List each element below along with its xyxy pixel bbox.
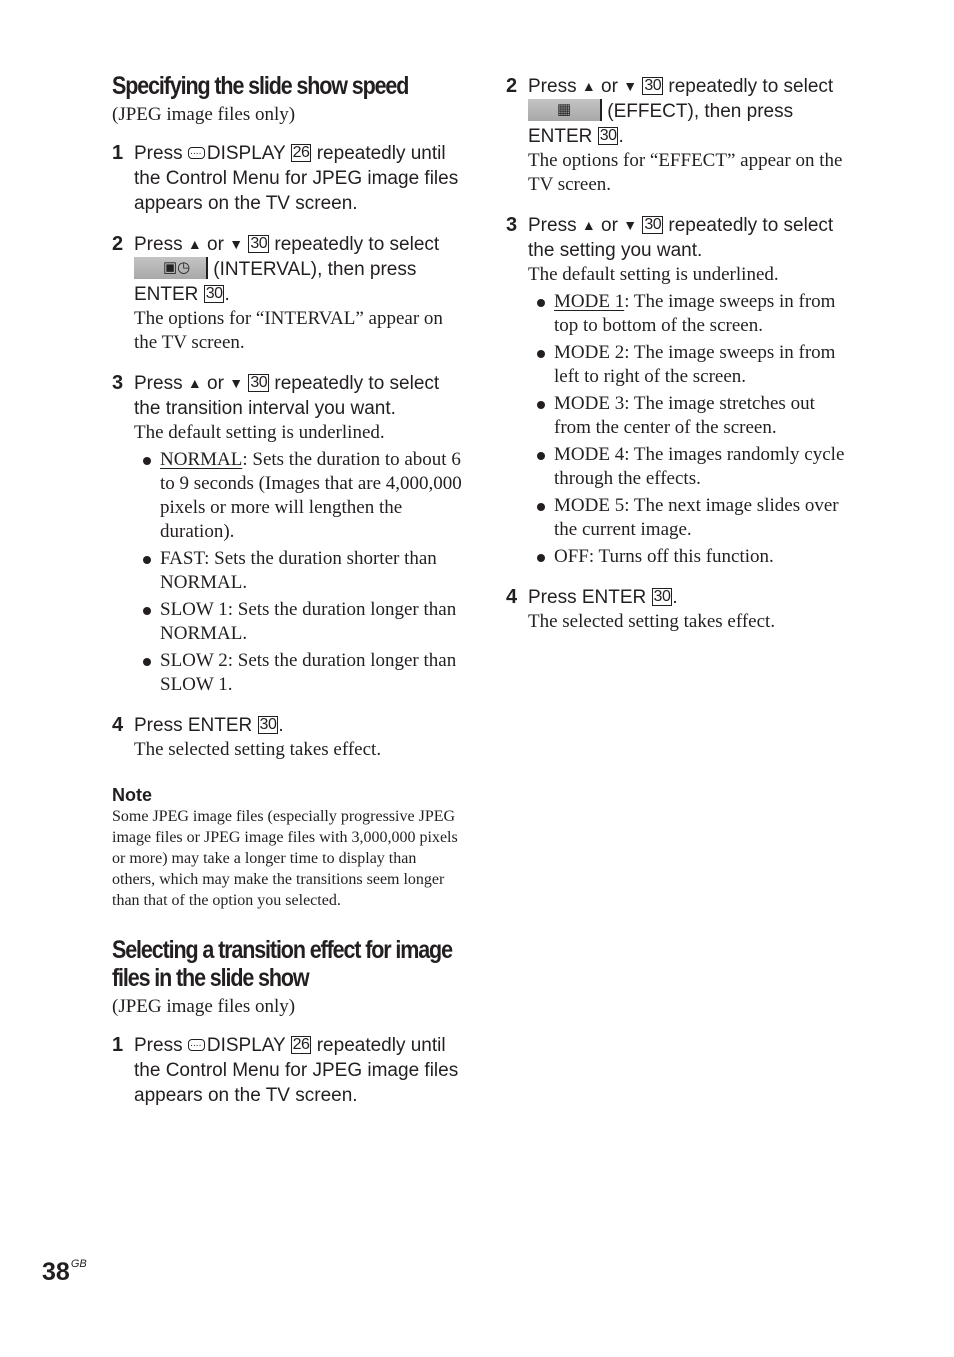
callout-number: 30 — [653, 588, 671, 605]
callout-number: 26 — [292, 144, 310, 161]
callout-number: 30 — [259, 716, 277, 733]
step-number: 1 — [112, 1034, 124, 1056]
display-button-icon — [188, 147, 205, 159]
step-3 — [506, 213, 846, 569]
step-description: The default setting is underlined. — [528, 264, 779, 285]
step-2 — [506, 74, 846, 197]
step-number: 1 — [112, 142, 124, 164]
callout-number: 26 — [292, 1036, 310, 1053]
step-number: 2 — [112, 233, 124, 255]
up-arrow-icon: ▲ — [187, 236, 202, 252]
step-instruction: Press ▲ or ▼ 30 repeatedly to select ▦ (EFFECT), then press ENTER 30 . — [528, 76, 834, 147]
option-list — [134, 448, 462, 697]
option-list — [528, 290, 846, 569]
step-description: The options for “EFFECT” appear on the TV screen. — [528, 150, 843, 195]
callout-number: 30 — [205, 285, 223, 302]
down-arrow-icon: ▼ — [623, 78, 638, 94]
note-body: Some JPEG image files (especially progressive JPEG image files or JPEG image files with 3,000,000 pixels or more) may take a longer time to display than others, which may make the transitions seem longer than that of the option you selected. — [112, 808, 458, 909]
list-item: NORMAL: Sets the duration to about 6 to 9 seconds (Images that are 4,000,000 pixels or more will lengthen the duration). — [134, 448, 462, 544]
callout-number: 30 — [599, 127, 617, 144]
step-description: The options for “INTERVAL” appear on the TV screen. — [134, 308, 443, 353]
step-3 — [112, 371, 462, 697]
down-arrow-icon: ▼ — [229, 375, 244, 391]
up-arrow-icon: ▲ — [187, 375, 202, 391]
step-4 — [112, 713, 462, 762]
right-column — [506, 58, 846, 634]
step-number: 3 — [506, 214, 518, 236]
callout-number: 30 — [250, 374, 268, 391]
step-instruction: Press ▲ or ▼ 30 repeatedly to select the transition interval you want. — [134, 373, 440, 419]
step-1 — [112, 1033, 462, 1108]
callout-number: 30 — [644, 216, 662, 233]
up-arrow-icon: ▲ — [581, 217, 596, 233]
step-number: 3 — [112, 372, 124, 394]
section-heading-slide-speed: Specifying the slide show speed — [112, 72, 409, 100]
region-code: GB — [70, 1258, 87, 1270]
step-description: The default setting is underlined. — [134, 422, 385, 443]
step-description: The selected setting takes effect. — [528, 611, 776, 632]
step-4 — [506, 585, 846, 634]
page-number: $38^{GB}$ — [42, 1258, 87, 1286]
step-number: 4 — [112, 714, 124, 736]
step-number: 4 — [506, 586, 518, 608]
step-instruction: Press ▲ or ▼ 30 repeatedly to select ▣◷ (INTERVAL), then press ENTER 30 . — [134, 234, 440, 305]
callout-number: 30 — [250, 235, 268, 252]
list-item: MODE 1: The image sweeps in from top to bottom of the screen. — [528, 290, 846, 338]
list-item: MODE 4: The images randomly cycle through the effects. — [528, 443, 846, 491]
list-item: MODE 3: The image stretches out from the center of the screen. — [528, 392, 846, 440]
step-instruction: Press ···· DISPLAY 26 repeatedly until the Control Menu for JPEG image files appears on the TV screen. — [134, 141, 462, 216]
list-item: SLOW 2: Sets the duration longer than SLOW 1. — [134, 649, 462, 697]
list-item: FAST: Sets the duration shorter than NORMAL. — [134, 547, 462, 595]
list-item: MODE 5: The next image slides over the current image. — [528, 494, 846, 542]
list-item: OFF: Turns off this function. — [528, 545, 846, 569]
step-2 — [112, 232, 462, 355]
step-number: 2 — [506, 75, 518, 97]
step-1 — [112, 141, 462, 216]
list-item: SLOW 1: Sets the duration longer than NORMAL. — [134, 598, 462, 646]
up-arrow-icon: ▲ — [581, 78, 596, 94]
down-arrow-icon: ▼ — [623, 217, 638, 233]
note-heading: Note — [112, 785, 152, 805]
down-arrow-icon: ▼ — [229, 236, 244, 252]
step-instruction: Press ENTER 30 . — [134, 715, 284, 736]
display-button-icon — [188, 1039, 205, 1051]
left-column — [112, 72, 462, 1108]
step-instruction: Press ···· DISPLAY 26 repeatedly until the Control Menu for JPEG image files appears on the TV screen. — [134, 1033, 462, 1108]
step-instruction: Press ▲ or ▼ 30 repeatedly to select the setting you want. — [528, 215, 834, 261]
callout-number: 30 — [644, 77, 662, 94]
step-instruction: Press ENTER 30 . — [528, 587, 678, 608]
interval-menu-icon: ▣◷ — [134, 257, 208, 279]
section-subtitle: (JPEG image files only) — [112, 104, 296, 125]
section-subtitle: (JPEG image files only) — [112, 996, 296, 1017]
list-item: MODE 2: The image sweeps in from left to right of the screen. — [528, 341, 846, 389]
step-description: The selected setting takes effect. — [134, 739, 382, 760]
section-heading-transition-effect: Selecting a transition effect for image files in the slide show — [112, 936, 452, 992]
effect-menu-icon: ▦ — [528, 99, 602, 121]
